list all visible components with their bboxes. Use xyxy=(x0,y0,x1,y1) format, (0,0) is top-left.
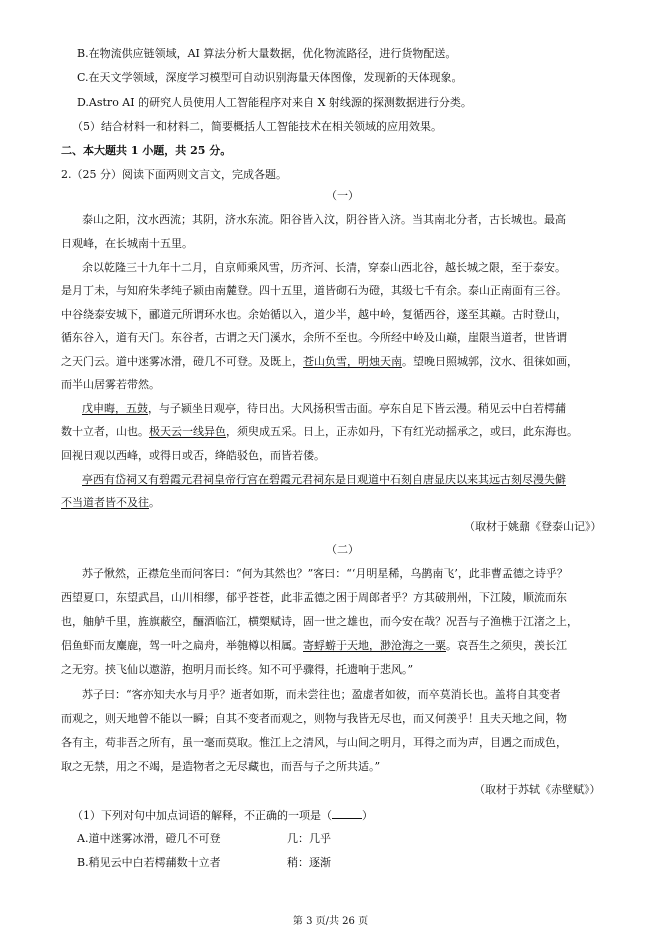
passage1-text: 中谷绕泰安城下，郦道元所谓环水也。余始循以入，道少半，越中岭，复循西谷，遂至其巅。古时登山， xyxy=(61,308,567,321)
underlined-sentence: 亭西有岱祠又有碧霞元君祠皇帝行宫在碧霞元君祠东是日观道中石刻自唐显庆以来其远古刻尽漫失僻 xyxy=(82,473,566,486)
passage2-source: （取材于苏轼《赤壁赋》） xyxy=(474,783,601,796)
passage1-source: （取材于姚鼐《登泰山记》） xyxy=(464,520,602,533)
question-1-option-a-gloss: 几：几乎 xyxy=(287,832,331,845)
passage1-text: 泰山之阳，汶水西流；其阴，济水东流。阳谷皆入汶，阴谷皆入济。当其南北分者，古长城也。最高 xyxy=(82,213,566,226)
underlined-phrase: 寄蜉蝣于天地，渺沧海之一粟 xyxy=(303,639,446,652)
passage1-text: 之天门云。道中迷雾冰滑，磴几不可登。及既上，苍山负雪，明烛天南。望晚日照城郭，汶水、徂徕如画， xyxy=(61,355,578,368)
question-1-stem: （1）下列对句中加点词语的解释，不正确的一项是（ ） xyxy=(72,809,373,822)
underlined-phrase: 戊申晦，五鼓 xyxy=(82,402,148,415)
passage1-label: （一） xyxy=(326,189,359,202)
passage2-text: 侣鱼虾而友麋鹿，驾一叶之扁舟，举匏樽以相属。寄蜉蝣于天地，渺沧海之一粟。哀吾生之须臾，羡长江 xyxy=(61,639,567,652)
passage2-text: 之无穷。挟飞仙以遨游，抱明月而长终。知不可乎骤得，托遗响于悲风。” xyxy=(61,663,414,676)
passage2-text: 苏子愀然，正襟危坐而问客曰：“何为其然也？”客曰：“‘月明星稀，乌鹊南飞’，此非曹孟德之诗乎？ xyxy=(82,567,568,580)
passage2-text: 取之无禁，用之不竭，是造物者之无尽藏也，而吾与子之所共适。” xyxy=(61,760,381,773)
passage1-text: 循东谷入，道有天门。东谷者，古谓之天门溪水，余所不至也。今所经中岭及山巅，崖限当道者，世皆谓 xyxy=(61,331,567,344)
question-1-option-b-gloss: 稍：逐渐 xyxy=(287,856,331,869)
passage2-text: 西望夏口，东望武昌，山川相缪，郁乎苍苍，此非孟德之困于周郎者乎？方其破荆州，下江陵，顺流而东 xyxy=(61,591,567,604)
option-b: B.在物流供应链领域，AI 算法分析大量数据，优化物流路径，进行货物配送。 xyxy=(77,47,457,60)
page-footer: 第 3 页/共 26 页 xyxy=(292,916,369,927)
passage1-text: 是月丁未，与知府朱孝纯子颍由南麓登。四十五里，道皆砌石为磴，其级七千有余。泰山正南面有三谷。 xyxy=(61,284,567,297)
passage2-text: 各有主，苟非吾之所有，虽一毫而莫取。惟江上之清风，与山间之明月，耳得之而为声，目遇之而成色， xyxy=(61,736,567,749)
passage1-text: 余以乾隆三十九年十二月，自京师乘风雪，历齐河、长清，穿泰山西北谷，越长城之限，至于泰安。 xyxy=(82,261,566,274)
option-c: C.在天文学领域，深度学习模型可自动识别海量天体图像，发现新的天体现象。 xyxy=(77,71,463,84)
section-prompt: 2.（25 分）阅读下面两则文言文，完成各题。 xyxy=(61,168,287,181)
question-1-option-a: A.道中迷雾冰滑，磴几不可登 xyxy=(77,832,221,845)
passage1-text: 戊申晦，五鼓，与子颍坐日观亭，待日出。大风扬积雪击面。亭东自足下皆云漫。稍见云中白若樗蒱 xyxy=(82,402,566,415)
question-1-option-b: B.稍见云中白若樗蒱数十立者 xyxy=(77,856,221,869)
passage1-text: 而半山居雾若带然。 xyxy=(61,378,160,391)
passage1-text: 数十立者，山也。极天云一线异色，须臾成五采。日上，正赤如丹，下有红光动摇承之，或曰，此东海也。 xyxy=(61,425,578,438)
passage2-text: 也，舳舻千里，旌旗蔽空，酾酒临江，横槊赋诗，固一世之雄也，而今安在哉？况吾与子渔樵于江渚之上， xyxy=(61,615,578,628)
underlined-phrase: 苍山负雪，明烛天南 xyxy=(303,355,402,368)
passage1-text: 日观峰，在长城南十五里。 xyxy=(61,237,193,250)
passage2-text: 苏子曰：“客亦知夫水与月乎？逝者如斯，而未尝往也；盈虚者如彼，而卒莫消长也。盖将自其变者 xyxy=(82,688,561,701)
question-5: （5）结合材料一和材料二，简要概括人工智能技术在相关领域的应用效果。 xyxy=(72,120,442,133)
underlined-sentence: 不当道者皆不及往。 xyxy=(61,496,160,509)
passage2-label: （二） xyxy=(326,543,359,556)
answer-blank[interactable] xyxy=(332,808,362,819)
passage1-text: 回视日观以西峰，或得日或否，绛皓驳色，而皆若偻。 xyxy=(61,449,325,462)
underlined-phrase: 极天云一线异色 xyxy=(149,425,226,438)
passage2-text: 而观之，则天地曾不能以一瞬；自其不变者而观之，则物与我皆无尽也，而又何羡乎！且夫天地之间，物 xyxy=(61,712,567,725)
section-heading: 二、本大题共 1 小题，共 25 分。 xyxy=(61,144,232,157)
option-d: D.Astro AI 的研究人员使用人工智能程序对来自 X 射线源的探测数据进行分类。 xyxy=(77,96,472,109)
